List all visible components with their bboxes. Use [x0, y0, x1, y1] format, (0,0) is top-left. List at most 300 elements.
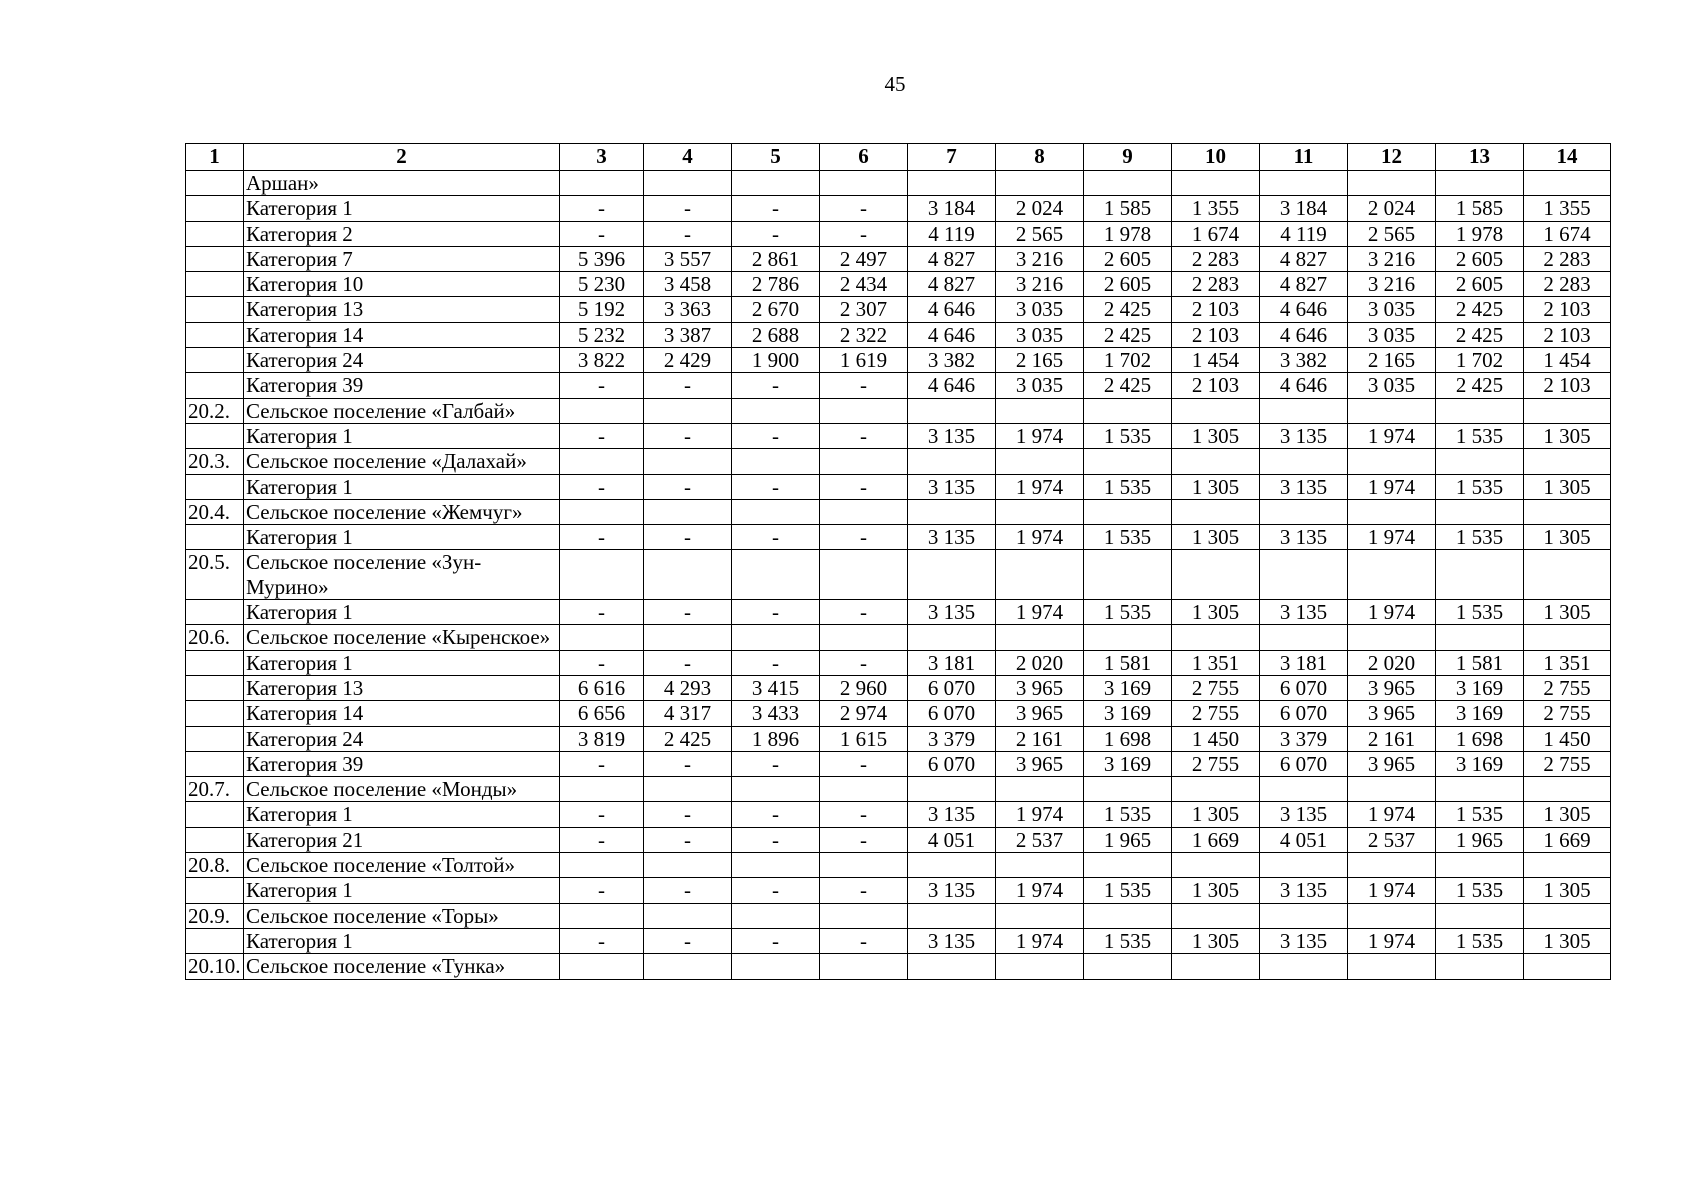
table-row: [186, 802, 1611, 827]
cell-col-12: 3 035: [1348, 373, 1436, 398]
cell-col-14: 2 283: [1524, 272, 1611, 297]
cell-col-10: [1172, 625, 1260, 650]
cell-col-7: 3 135: [908, 928, 996, 953]
cell-col-11: [1260, 625, 1348, 650]
cell-col-14: 2 283: [1524, 246, 1611, 271]
row-number: [186, 373, 244, 398]
cell-col-8: 1 974: [996, 525, 1084, 550]
cell-col-5: [732, 954, 820, 979]
cell-col-10: [1172, 449, 1260, 474]
row-number: [186, 423, 244, 448]
row-name: Категория 14: [244, 701, 560, 726]
cell-col-10: 2 755: [1172, 675, 1260, 700]
row-number: [186, 171, 244, 196]
row-number: [186, 196, 244, 221]
cell-col-8: [996, 398, 1084, 423]
cell-col-6: 2 974: [820, 701, 908, 726]
cell-col-9: [1084, 625, 1172, 650]
cell-col-12: [1348, 853, 1436, 878]
cell-col-14: 1 305: [1524, 525, 1611, 550]
cell-col-12: 3 035: [1348, 322, 1436, 347]
cell-col-6: 2 322: [820, 322, 908, 347]
cell-col-5: [732, 903, 820, 928]
cell-col-3: [560, 171, 644, 196]
row-name: Категория 2: [244, 221, 560, 246]
cell-col-6: -: [820, 423, 908, 448]
cell-col-6: [820, 398, 908, 423]
cell-col-14: 2 755: [1524, 675, 1611, 700]
cell-col-12: 2 161: [1348, 726, 1436, 751]
cell-col-10: [1172, 853, 1260, 878]
cell-col-3: 5 232: [560, 322, 644, 347]
cell-col-8: [996, 954, 1084, 979]
cell-col-9: 1 702: [1084, 348, 1172, 373]
cell-col-10: 1 305: [1172, 474, 1260, 499]
cell-col-3: -: [560, 525, 644, 550]
row-number: [186, 701, 244, 726]
cell-col-6: [820, 550, 908, 600]
cell-col-5: 2 688: [732, 322, 820, 347]
table-row: [186, 726, 1611, 751]
cell-col-14: 1 450: [1524, 726, 1611, 751]
row-name: Категория 14: [244, 322, 560, 347]
row-name: Категория 7: [244, 246, 560, 271]
cell-col-14: 1 305: [1524, 928, 1611, 953]
cell-col-9: 1 535: [1084, 474, 1172, 499]
cell-col-14: 1 305: [1524, 423, 1611, 448]
cell-col-10: 1 355: [1172, 196, 1260, 221]
cell-col-4: 3 387: [644, 322, 732, 347]
cell-col-9: [1084, 550, 1172, 600]
cell-col-14: 1 305: [1524, 802, 1611, 827]
table-row: [186, 449, 1611, 474]
cell-col-8: 3 965: [996, 701, 1084, 726]
cell-col-14: [1524, 903, 1611, 928]
cell-col-9: [1084, 499, 1172, 524]
cell-col-8: 2 024: [996, 196, 1084, 221]
row-number: 20.6.: [186, 625, 244, 650]
cell-col-8: [996, 171, 1084, 196]
cell-col-14: [1524, 171, 1611, 196]
cell-col-11: [1260, 499, 1348, 524]
cell-col-10: 1 669: [1172, 827, 1260, 852]
cell-col-7: 4 119: [908, 221, 996, 246]
cell-col-14: 1 351: [1524, 650, 1611, 675]
cell-col-7: 3 184: [908, 196, 996, 221]
cell-col-7: 3 379: [908, 726, 996, 751]
cell-col-3: [560, 777, 644, 802]
cell-col-13: 1 535: [1436, 802, 1524, 827]
cell-col-3: -: [560, 928, 644, 953]
cell-col-4: [644, 903, 732, 928]
cell-col-13: 1 535: [1436, 600, 1524, 625]
cell-col-3: -: [560, 423, 644, 448]
cell-col-3: 5 230: [560, 272, 644, 297]
row-name: Категория 39: [244, 373, 560, 398]
cell-col-14: [1524, 954, 1611, 979]
cell-col-11: [1260, 954, 1348, 979]
cell-col-14: [1524, 499, 1611, 524]
cell-col-4: [644, 777, 732, 802]
cell-col-6: -: [820, 650, 908, 675]
cell-col-4: -: [644, 600, 732, 625]
cell-col-14: 2 103: [1524, 297, 1611, 322]
row-number: [186, 751, 244, 776]
row-name: Сельское поселение «Тунка»: [244, 954, 560, 979]
cell-col-6: -: [820, 802, 908, 827]
row-name: Категория 1: [244, 196, 560, 221]
row-number: 20.4.: [186, 499, 244, 524]
cell-col-5: [732, 853, 820, 878]
cell-col-8: [996, 853, 1084, 878]
cell-col-7: 6 070: [908, 675, 996, 700]
cell-col-11: 4 827: [1260, 246, 1348, 271]
cell-col-4: -: [644, 423, 732, 448]
cell-col-11: 4 119: [1260, 221, 1348, 246]
row-number: [186, 246, 244, 271]
cell-col-13: [1436, 398, 1524, 423]
table-row: [186, 777, 1611, 802]
table-row: [186, 423, 1611, 448]
cell-col-3: [560, 449, 644, 474]
cell-col-11: 3 135: [1260, 878, 1348, 903]
row-name: Категория 13: [244, 675, 560, 700]
cell-col-14: 2 103: [1524, 322, 1611, 347]
cell-col-5: -: [732, 928, 820, 953]
cell-col-7: 3 181: [908, 650, 996, 675]
cell-col-3: 3 822: [560, 348, 644, 373]
table-row: [186, 246, 1611, 271]
row-name: Сельское поселение «Монды»: [244, 777, 560, 802]
row-number: [186, 322, 244, 347]
cell-col-5: [732, 449, 820, 474]
cell-col-5: -: [732, 827, 820, 852]
cell-col-13: 2 605: [1436, 272, 1524, 297]
cell-col-5: [732, 398, 820, 423]
table-row: [186, 171, 1611, 196]
cell-col-8: 1 974: [996, 423, 1084, 448]
cell-col-13: 1 535: [1436, 474, 1524, 499]
cell-col-9: 1 535: [1084, 878, 1172, 903]
row-number: [186, 827, 244, 852]
cell-col-8: 3 035: [996, 297, 1084, 322]
cell-col-4: 3 557: [644, 246, 732, 271]
cell-col-12: 1 974: [1348, 423, 1436, 448]
row-number: [186, 600, 244, 625]
cell-col-7: 3 135: [908, 423, 996, 448]
row-number: 20.2.: [186, 398, 244, 423]
cell-col-4: -: [644, 196, 732, 221]
cell-col-13: [1436, 550, 1524, 600]
cell-col-12: 3 965: [1348, 701, 1436, 726]
cell-col-13: 1 978: [1436, 221, 1524, 246]
cell-col-9: 2 425: [1084, 322, 1172, 347]
cell-col-5: -: [732, 373, 820, 398]
cell-col-12: 1 974: [1348, 802, 1436, 827]
cell-col-5: -: [732, 423, 820, 448]
cell-col-13: [1436, 853, 1524, 878]
cell-col-9: 1 535: [1084, 525, 1172, 550]
cell-col-12: [1348, 903, 1436, 928]
cell-col-13: 2 605: [1436, 246, 1524, 271]
cell-col-5: -: [732, 525, 820, 550]
cell-col-9: 1 535: [1084, 928, 1172, 953]
cell-col-8: 1 974: [996, 474, 1084, 499]
cell-col-3: 6 656: [560, 701, 644, 726]
cell-col-3: [560, 954, 644, 979]
row-number: 20.9.: [186, 903, 244, 928]
column-header-5: 5: [732, 144, 820, 171]
cell-col-14: [1524, 398, 1611, 423]
cell-col-7: [908, 853, 996, 878]
cell-col-7: [908, 777, 996, 802]
column-header-7: 7: [908, 144, 996, 171]
cell-col-5: 2 786: [732, 272, 820, 297]
cell-col-4: [644, 625, 732, 650]
cell-col-4: -: [644, 928, 732, 953]
cell-col-7: [908, 171, 996, 196]
cell-col-7: 4 827: [908, 246, 996, 271]
cell-col-13: 3 169: [1436, 701, 1524, 726]
table-row: [186, 853, 1611, 878]
cell-col-9: 2 425: [1084, 297, 1172, 322]
cell-col-5: -: [732, 600, 820, 625]
cell-col-12: 3 965: [1348, 751, 1436, 776]
cell-col-9: [1084, 903, 1172, 928]
column-header-2: 2: [244, 144, 560, 171]
row-name: Категория 13: [244, 297, 560, 322]
cell-col-11: 4 646: [1260, 297, 1348, 322]
row-number: 20.3.: [186, 449, 244, 474]
cell-col-14: 2 103: [1524, 373, 1611, 398]
cell-col-12: 2 537: [1348, 827, 1436, 852]
cell-col-10: 1 450: [1172, 726, 1260, 751]
table-row: [186, 928, 1611, 953]
cell-col-9: 2 425: [1084, 373, 1172, 398]
cell-col-13: [1436, 499, 1524, 524]
cell-col-10: [1172, 171, 1260, 196]
cell-col-9: 3 169: [1084, 751, 1172, 776]
cell-col-4: -: [644, 878, 732, 903]
cell-col-12: [1348, 171, 1436, 196]
row-number: [186, 348, 244, 373]
column-header-9: 9: [1084, 144, 1172, 171]
cell-col-10: [1172, 954, 1260, 979]
cell-col-9: [1084, 449, 1172, 474]
cell-col-3: -: [560, 196, 644, 221]
cell-col-7: [908, 499, 996, 524]
cell-col-10: 2 755: [1172, 701, 1260, 726]
cell-col-14: 2 755: [1524, 751, 1611, 776]
cell-col-11: 6 070: [1260, 701, 1348, 726]
cell-col-13: 1 535: [1436, 878, 1524, 903]
cell-col-9: 2 605: [1084, 272, 1172, 297]
cell-col-14: [1524, 550, 1611, 600]
cell-col-9: [1084, 954, 1172, 979]
cell-col-13: [1436, 903, 1524, 928]
cell-col-11: [1260, 171, 1348, 196]
cell-col-12: [1348, 398, 1436, 423]
cell-col-11: 3 135: [1260, 525, 1348, 550]
cell-col-7: 3 135: [908, 600, 996, 625]
cell-col-8: [996, 499, 1084, 524]
cell-col-10: 1 305: [1172, 928, 1260, 953]
column-header-4: 4: [644, 144, 732, 171]
cell-col-7: [908, 398, 996, 423]
cell-col-9: [1084, 853, 1172, 878]
row-name: Категория 1: [244, 802, 560, 827]
cell-col-7: 3 382: [908, 348, 996, 373]
cell-col-8: [996, 625, 1084, 650]
cell-col-10: 1 674: [1172, 221, 1260, 246]
cell-col-7: 3 135: [908, 525, 996, 550]
cell-col-14: [1524, 449, 1611, 474]
cell-col-12: [1348, 625, 1436, 650]
cell-col-3: -: [560, 373, 644, 398]
column-header-8: 8: [996, 144, 1084, 171]
cell-col-7: [908, 449, 996, 474]
cell-col-7: 3 135: [908, 474, 996, 499]
cell-col-9: 1 698: [1084, 726, 1172, 751]
cell-col-13: 1 535: [1436, 928, 1524, 953]
table-row: [186, 525, 1611, 550]
cell-col-14: 1 454: [1524, 348, 1611, 373]
row-number: [186, 878, 244, 903]
cell-col-3: -: [560, 221, 644, 246]
cell-col-12: [1348, 449, 1436, 474]
cell-col-4: 3 458: [644, 272, 732, 297]
table-row: [186, 474, 1611, 499]
cell-col-8: 1 974: [996, 600, 1084, 625]
cell-col-11: 3 379: [1260, 726, 1348, 751]
header-row: [186, 144, 1611, 171]
cell-col-13: 2 425: [1436, 297, 1524, 322]
cell-col-6: 2 960: [820, 675, 908, 700]
cell-col-5: [732, 777, 820, 802]
table-row: [186, 196, 1611, 221]
cell-col-10: 2 755: [1172, 751, 1260, 776]
cell-col-5: -: [732, 196, 820, 221]
row-number: [186, 272, 244, 297]
cell-col-5: [732, 550, 820, 600]
cell-col-4: 2 425: [644, 726, 732, 751]
cell-col-12: 3 965: [1348, 675, 1436, 700]
cell-col-7: 4 646: [908, 373, 996, 398]
cell-col-6: -: [820, 827, 908, 852]
cell-col-14: [1524, 625, 1611, 650]
cell-col-4: -: [644, 751, 732, 776]
table-row: [186, 499, 1611, 524]
cell-col-4: -: [644, 474, 732, 499]
cell-col-11: 4 646: [1260, 373, 1348, 398]
table-row: [186, 398, 1611, 423]
row-name: Категория 1: [244, 928, 560, 953]
row-name: Сельское поселение «Торы»: [244, 903, 560, 928]
cell-col-11: [1260, 449, 1348, 474]
table-row: [186, 954, 1611, 979]
cell-col-8: 2 565: [996, 221, 1084, 246]
cell-col-12: 2 024: [1348, 196, 1436, 221]
cell-col-3: -: [560, 827, 644, 852]
cell-col-10: 1 305: [1172, 423, 1260, 448]
cell-col-12: 1 974: [1348, 600, 1436, 625]
row-name: Категория 24: [244, 726, 560, 751]
cell-col-11: 3 135: [1260, 802, 1348, 827]
cell-col-8: [996, 777, 1084, 802]
table-row: [186, 827, 1611, 852]
row-number: [186, 928, 244, 953]
cell-col-3: -: [560, 650, 644, 675]
cell-col-9: 1 581: [1084, 650, 1172, 675]
cell-col-7: 3 135: [908, 878, 996, 903]
cell-col-12: [1348, 777, 1436, 802]
row-name: Категория 39: [244, 751, 560, 776]
cell-col-10: 1 305: [1172, 525, 1260, 550]
cell-col-3: [560, 550, 644, 600]
cell-col-4: 3 363: [644, 297, 732, 322]
cell-col-9: 1 535: [1084, 423, 1172, 448]
cell-col-11: 3 382: [1260, 348, 1348, 373]
cell-col-11: 4 827: [1260, 272, 1348, 297]
column-header-13: 13: [1436, 144, 1524, 171]
cell-col-4: 2 429: [644, 348, 732, 373]
cell-col-10: 1 305: [1172, 600, 1260, 625]
table-row: [186, 373, 1611, 398]
row-name: Сельское поселение «Кыренское»: [244, 625, 560, 650]
row-name: Категория 1: [244, 423, 560, 448]
cell-col-3: 6 616: [560, 675, 644, 700]
column-header-14: 14: [1524, 144, 1611, 171]
cell-col-11: [1260, 903, 1348, 928]
cell-col-6: 2 497: [820, 246, 908, 271]
cell-col-12: [1348, 499, 1436, 524]
cell-col-12: 3 216: [1348, 272, 1436, 297]
row-number: [186, 474, 244, 499]
row-number: [186, 525, 244, 550]
cell-col-10: [1172, 777, 1260, 802]
cell-col-14: 1 305: [1524, 878, 1611, 903]
cell-col-9: 3 169: [1084, 701, 1172, 726]
cell-col-11: [1260, 853, 1348, 878]
cell-col-4: [644, 449, 732, 474]
table-row: [186, 272, 1611, 297]
cell-col-8: 3 965: [996, 675, 1084, 700]
cell-col-10: 2 283: [1172, 246, 1260, 271]
table-row: [186, 297, 1611, 322]
cell-col-8: 2 161: [996, 726, 1084, 751]
cell-col-7: 4 051: [908, 827, 996, 852]
cell-col-13: 1 702: [1436, 348, 1524, 373]
cell-col-7: 4 646: [908, 322, 996, 347]
cell-col-12: 1 974: [1348, 525, 1436, 550]
column-header-3: 3: [560, 144, 644, 171]
page-number: 45: [884, 72, 906, 96]
cell-col-4: -: [644, 221, 732, 246]
cell-col-6: -: [820, 525, 908, 550]
table-row: [186, 675, 1611, 700]
cell-col-4: [644, 954, 732, 979]
cell-col-6: 1 615: [820, 726, 908, 751]
cell-col-13: [1436, 954, 1524, 979]
cell-col-13: [1436, 171, 1524, 196]
cell-col-13: [1436, 777, 1524, 802]
cell-col-7: 4 827: [908, 272, 996, 297]
cell-col-11: 3 181: [1260, 650, 1348, 675]
column-header-12: 12: [1348, 144, 1436, 171]
cell-col-9: 2 605: [1084, 246, 1172, 271]
cell-col-12: 3 216: [1348, 246, 1436, 271]
row-number: [186, 802, 244, 827]
